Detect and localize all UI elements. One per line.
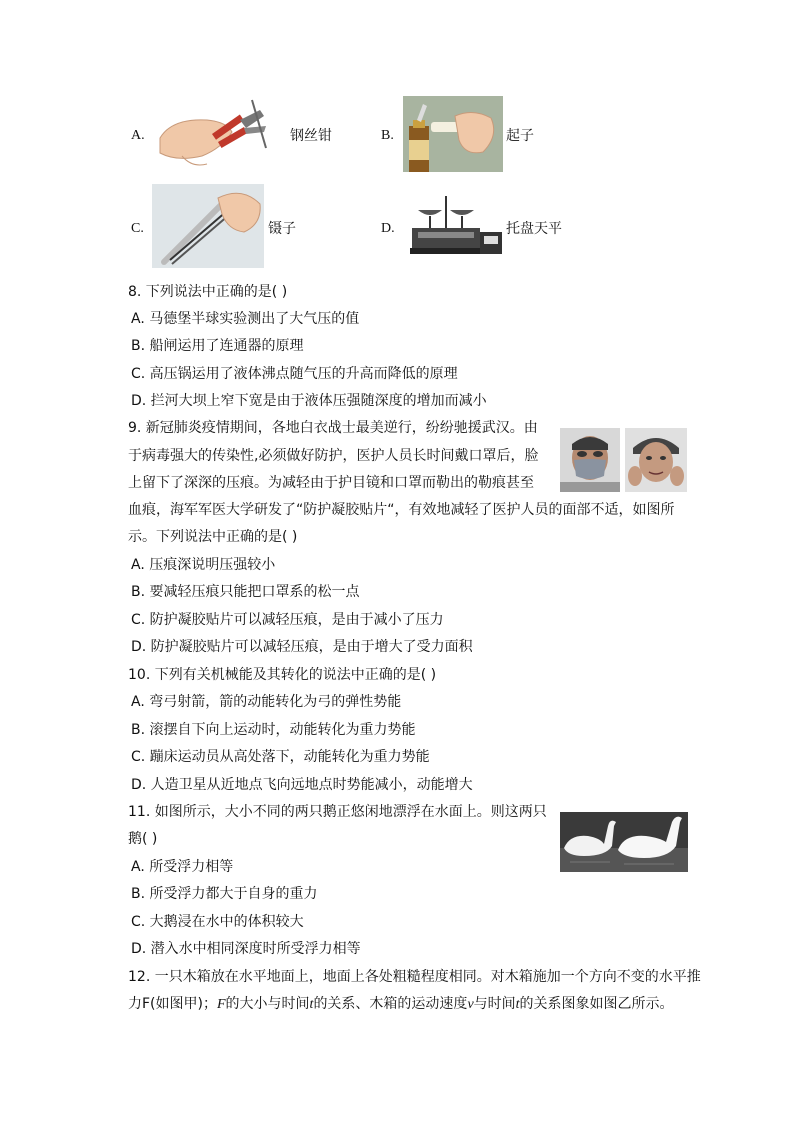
q12-var-t1: t	[309, 997, 314, 1012]
q9-stem-line5: 示。下列说法中正确的是( )	[128, 529, 298, 545]
q8-option-c: C. 高压锅运用了液体沸点随气压的升高而降低的原理	[131, 366, 458, 382]
option-c-caption: 镊子	[268, 221, 296, 237]
tweezers-image	[152, 184, 264, 268]
q11-stem-line1: 11. 如图所示，大小不同的两只鹅正悠闲地漂浮在水面上。则这两只	[128, 804, 547, 820]
masked-medic-photo	[560, 428, 620, 492]
q8-option-d: D. 拦河大坝上窄下宽是由于液体压强随深度的增加而减小	[131, 393, 487, 409]
q11-stem-line2: 鹅( )	[128, 831, 158, 847]
swans-photo	[560, 812, 688, 872]
q12-text-d: 与时间	[473, 996, 516, 1012]
q11-option-c: C. 大鹅浸在水中的体积较大	[131, 914, 304, 930]
q10-stem: 10. 下列有关机械能及其转化的说法中正确的是( )	[128, 667, 437, 683]
bottle-opener-image	[403, 96, 503, 172]
q10-option-b: B. 滚摆自下向上运动时，动能转化为重力势能	[131, 722, 416, 738]
option-b-label: B.	[381, 128, 394, 143]
balance-scale-image	[404, 192, 504, 260]
q9-stem-line4: 血痕，海军军医大学研发了“防护凝胶贴片“，有效地减轻了医护人员的面部不适，如图所	[128, 502, 675, 518]
q12-text-a: 力F(如图甲)；	[128, 996, 217, 1012]
option-a-caption: 钢丝钳	[290, 128, 332, 144]
option-b-caption: 起子	[506, 128, 534, 144]
q10-option-a: A. 弯弓射箭，箭的动能转化为弓的弹性势能	[131, 694, 402, 710]
q12-stem-line2	[128, 995, 674, 1014]
q9-option-d: D. 防护凝胶贴片可以减轻压痕，是由于增大了受力面积	[131, 639, 473, 655]
q12-text-b: 的大小与时间	[225, 996, 310, 1012]
medic-face-marks-photo	[625, 428, 687, 492]
q9-stem-line1: 9. 新冠肺炎疫情期间，各地白衣战士最美逆行，纷纷驰援武汉。由	[128, 420, 538, 436]
q9-option-c: C. 防护凝胶贴片可以减轻压痕，是由于减小了压力	[131, 612, 444, 628]
q8-stem: 8. 下列说法中正确的是( )	[128, 284, 288, 300]
q12-stem-line1: 12. 一只木箱放在水平地面上，地面上各处粗糙程度相同。对木箱施加一个方向不变的水平推	[128, 969, 701, 985]
option-d-caption: 托盘天平	[506, 221, 562, 237]
q9-stem-line3: 上留下了深深的压痕。为减轻由于护目镜和口罩而勒出的勒痕甚至	[128, 475, 534, 491]
q11-option-a: A. 所受浮力相等	[131, 859, 234, 875]
q12-var-v: v	[467, 997, 474, 1012]
pliers-image	[152, 98, 286, 172]
q12-var-f: F	[216, 997, 226, 1012]
q10-option-d: D. 人造卫星从近地点飞向远地点时势能减小，动能增大	[131, 777, 473, 793]
option-c-label: C.	[131, 221, 144, 236]
q9-option-b: B. 要减轻压痕只能把口罩系的松一点	[131, 584, 360, 600]
q9-stem-line2: 于病毒强大的传染性,必须做好防护，医护人员长时间戴口罩后，脸	[128, 448, 539, 464]
option-a-label: A.	[131, 128, 145, 143]
q8-option-b: B. 船闸运用了连通器的原理	[131, 338, 304, 354]
q11-option-d: D. 潜入水中相同深度时所受浮力相等	[131, 941, 361, 957]
q10-option-c: C. 蹦床运动员从高处落下，动能转化为重力势能	[131, 749, 430, 765]
option-d-label: D.	[381, 221, 395, 236]
q12-text-e: 的关系图象如图乙所示。	[519, 996, 674, 1012]
q11-option-b: B. 所受浮力都大于自身的重力	[131, 886, 318, 902]
q12-text-c: 的关系、木箱的运动速度	[313, 996, 468, 1012]
q12-var-t2: t	[515, 997, 520, 1012]
q8-option-a: A. 马德堡半球实验测出了大气压的值	[131, 311, 360, 327]
q9-option-a: A. 压痕深说明压强较小	[131, 557, 276, 573]
